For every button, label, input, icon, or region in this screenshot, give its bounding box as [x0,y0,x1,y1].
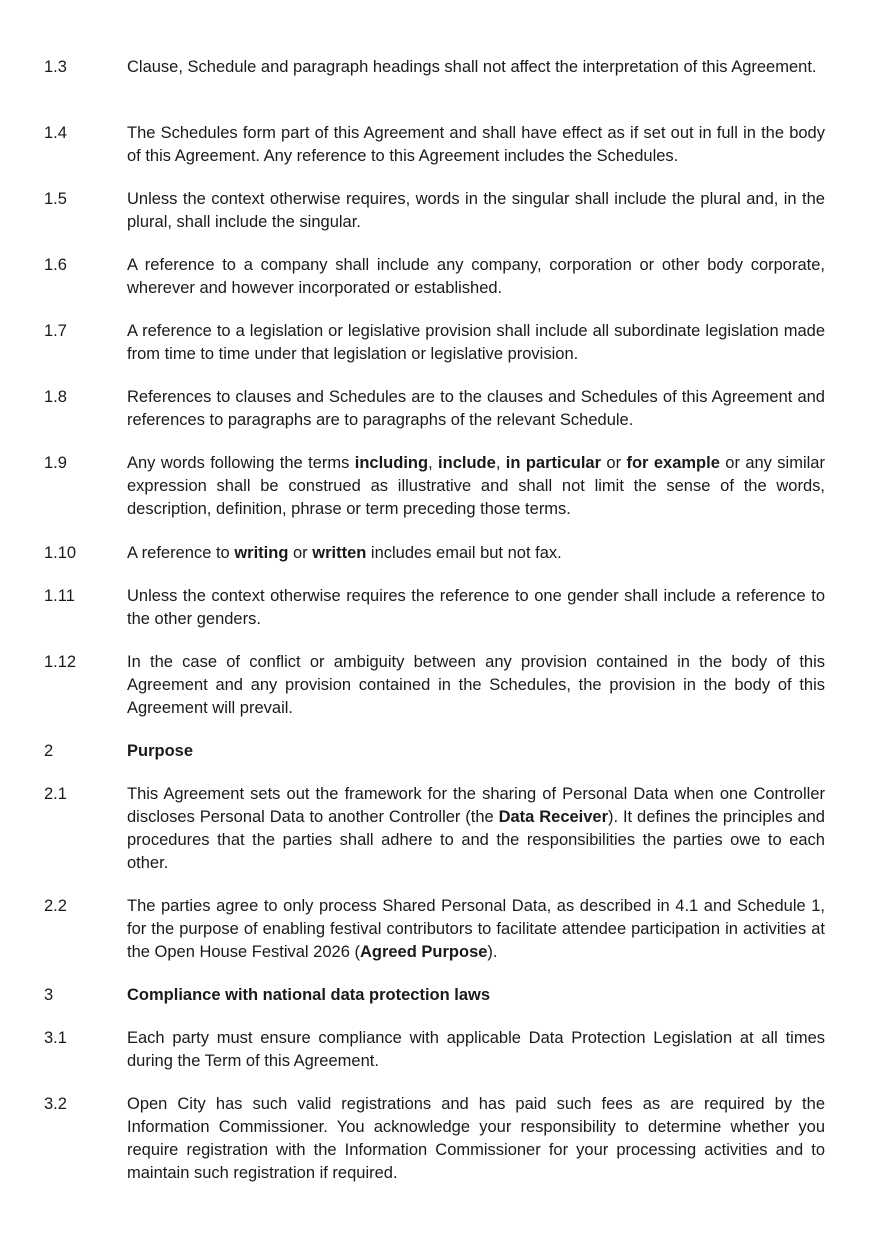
section-number: 2 [44,742,54,760]
clause-number: 2.2 [44,897,67,915]
clause-number: 1.5 [44,190,67,208]
clause-text [127,56,825,79]
defined-term: writing [234,544,289,562]
clause-text [127,386,825,432]
clause-number: 1.8 [44,388,67,406]
clause-text [127,1027,825,1073]
text-run: , [495,454,506,472]
text-run: Clause, Schedule and paragraph headings shall not affect the interpretation of this Agreement. [127,58,817,76]
clause-text [127,1093,825,1185]
text-run: or any similar expression shall be construed as illustrative and shall not limit the sense of the words, description, definition, phrase or term preceding those terms. [127,454,825,518]
text-run: The parties agree to only process Shared Personal Data, as described in 4.1 and Schedule 1, for the purpose of enabling festival contributors to facilitate attendee participation in activities at the Open House Festival 2026 ( [127,897,825,961]
clause-text [127,320,825,366]
clause-text [127,254,825,300]
defined-term: Data Receiver [498,808,609,826]
clause-number: 3.2 [44,1095,67,1113]
defined-term: for example [626,454,720,472]
clause-number: 1.12 [44,653,77,671]
text-run: Each party must ensure compliance with applicable Data Protection Legislation at all times during the Term of this Agreement. [127,1029,825,1070]
defined-term: written [312,544,367,562]
clause-number: 1.10 [44,544,77,562]
section-heading [127,740,825,763]
clause-number: 1.9 [44,454,67,472]
text-run: Open City has such valid registrations and has paid such fees as are required by the Information Commissioner. You acknowledge your responsibility to determine whether you require registration with the Information Commissioner for your processing activities and to maintain such registration if required. [127,1095,825,1182]
defined-term: Agreed Purpose [359,943,488,961]
text-run: ). It defines the principles and procedures that the parties shall adhere to and the responsibilities the parties owe to each other. [127,808,825,872]
clause-text [127,895,825,964]
clause-text [127,651,825,720]
defined-term: including [354,454,429,472]
section-heading [127,984,825,1007]
text-run: Unless the context otherwise requires the reference to one gender shall include a reference to the other genders. [127,587,825,628]
text-run: Any words following the terms [127,454,355,472]
clause-text [127,188,825,234]
clause-number: 3.1 [44,1029,67,1047]
text-run: Unless the context otherwise requires, words in the singular shall include the plural and, in the plural, shall include the singular. [127,190,825,231]
heading-text: Purpose [127,742,194,760]
clause-number: 1.4 [44,124,67,142]
clause-text [127,585,825,631]
text-run: In the case of conflict or ambiguity between any provision contained in the body of this Agreement and any provision contained in the Schedules, the provision in the body of this Agreement will prevail. [127,653,825,717]
text-run: , [428,454,439,472]
text-run: ). [487,943,498,961]
text-run: A reference to a legislation or legislative provision shall include all subordinate legislation made from time to time under that legislation or legislative provision. [127,322,825,363]
clause-text [127,542,825,565]
defined-term: include [438,454,496,472]
clause-text [127,122,825,168]
text-run: or [288,544,313,562]
text-run: References to clauses and Schedules are to the clauses and Schedules of this Agreement and references to paragraphs are to paragraphs of the relevant Schedule. [127,388,825,429]
text-run: or [601,454,627,472]
text-run: The Schedules form part of this Agreement and shall have effect as if set out in full in the body of this Agreement. Any reference to this Agreement includes the Schedules. [127,124,825,165]
clause-number: 1.11 [44,587,75,605]
clause-text [127,783,825,875]
defined-term: in particular [505,454,602,472]
clause-number: 2.1 [44,785,67,803]
text-run: includes email but not fax. [366,544,562,562]
text-run: A reference to [127,544,235,562]
section-number: 3 [44,986,54,1004]
clause-number: 1.6 [44,256,67,274]
heading-text: Compliance with national data protection laws [127,986,491,1004]
text-run: A reference to a company shall include any company, corporation or other body corporate, wherever and however incorporated or established. [127,256,825,297]
clause-number: 1.7 [44,322,67,340]
clause-number: 1.3 [44,58,67,76]
text-run: This Agreement sets out the framework for the sharing of Personal Data when one Controller discloses Personal Data to another Controller (the [127,785,825,826]
clause-text [127,452,825,521]
